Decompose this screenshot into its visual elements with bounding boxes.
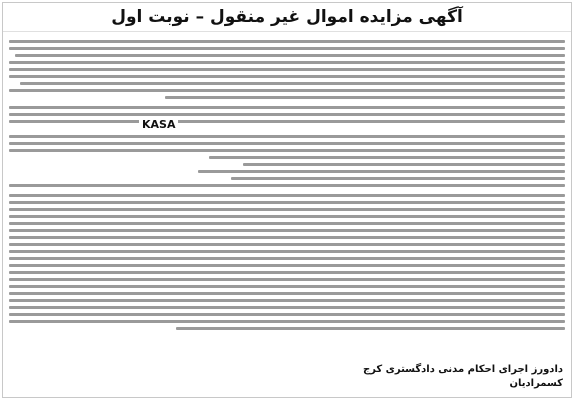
notice-body: [3, 32, 571, 330]
text-line: [9, 243, 565, 246]
text-line: [9, 222, 565, 225]
text-line: [9, 135, 565, 138]
brand-mark: KASA: [139, 118, 178, 131]
text-line: [9, 236, 565, 239]
signature-name: کسمرادیان: [509, 378, 563, 389]
text-line: [9, 313, 565, 316]
text-line: [9, 320, 565, 323]
text-line: [209, 156, 565, 159]
text-line: [9, 120, 565, 123]
text-line: [9, 201, 565, 204]
text-line: [9, 208, 565, 211]
text-line: [9, 106, 565, 109]
signature-line: دادورز اجرای احکام مدنی دادگستری کرج: [362, 364, 563, 375]
text-line: [9, 278, 565, 281]
text-line: [176, 327, 565, 330]
text-line: [9, 257, 565, 260]
text-line: [9, 215, 565, 218]
text-line: [9, 61, 565, 64]
text-line: [198, 170, 565, 173]
text-line: [15, 54, 565, 57]
text-line: [243, 163, 565, 166]
notice-frame: [2, 2, 572, 398]
text-line: [9, 194, 565, 197]
text-line: [9, 271, 565, 274]
text-line: [9, 264, 565, 267]
text-line: [9, 299, 565, 302]
text-line: [9, 142, 565, 145]
notice-title: آگهی مزایده اموال غیر منقول – نوبت اول: [3, 3, 571, 32]
text-line: [9, 149, 565, 152]
text-line: [231, 177, 565, 180]
text-line: [9, 113, 565, 116]
text-line: [9, 184, 565, 187]
text-line: [9, 306, 565, 309]
text-line: [9, 292, 565, 295]
text-line: [20, 82, 565, 85]
text-line: [9, 47, 565, 50]
text-line: [9, 89, 565, 92]
text-line: [165, 96, 565, 99]
notice-footer: [11, 363, 563, 391]
text-line: [9, 40, 565, 43]
text-line: [9, 285, 565, 288]
text-line: [9, 229, 565, 232]
text-line: [9, 250, 565, 253]
text-line: [9, 68, 565, 71]
text-line: [9, 75, 565, 78]
brand-row: [9, 120, 565, 131]
